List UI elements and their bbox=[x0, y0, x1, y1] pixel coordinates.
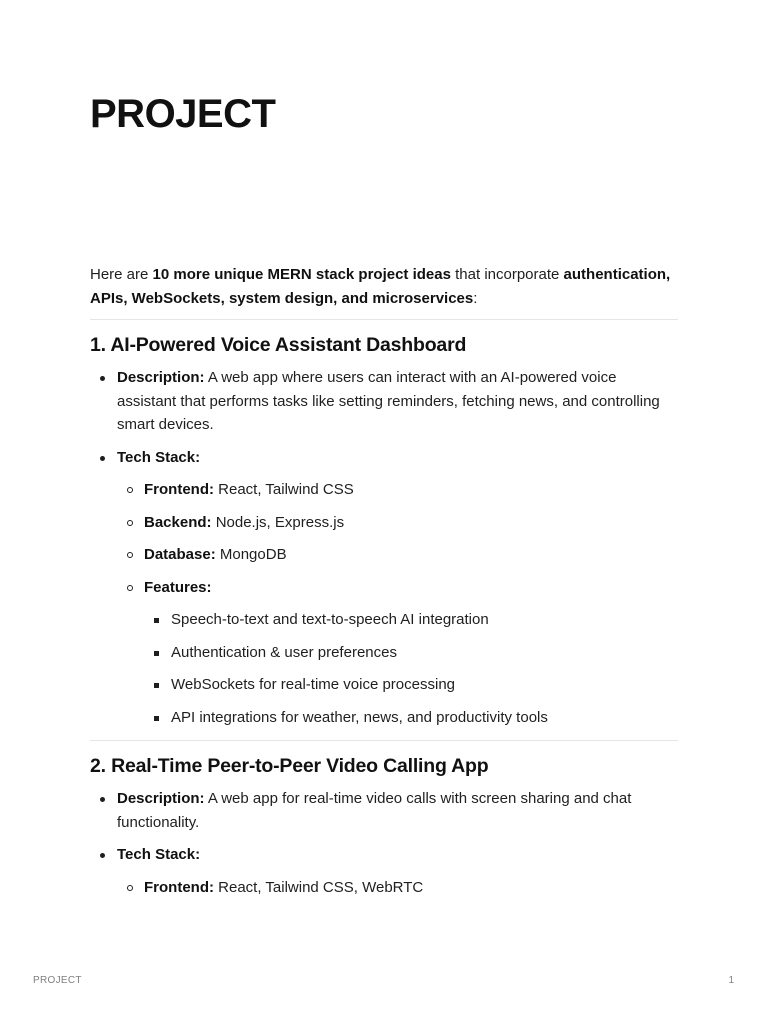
feature-item: Speech-to-text and text-to-speech AI integration bbox=[144, 608, 678, 632]
tech-stack-label: Tech Stack: bbox=[117, 448, 201, 466]
section-list bbox=[90, 787, 678, 899]
intro-bold-text: 10 more unique MERN stack project ideas bbox=[152, 266, 451, 283]
description-text: A web app where users can interact with an AI-powered voice assistant that performs tasks like setting reminders, fetching news, and controlling smart devices. bbox=[117, 369, 660, 433]
intro-paragraph bbox=[90, 263, 678, 310]
backend-item bbox=[117, 511, 678, 535]
section-divider bbox=[90, 319, 678, 320]
tech-stack-item bbox=[90, 843, 678, 899]
feature-item: Authentication & user preferences bbox=[144, 641, 678, 665]
database-item bbox=[117, 543, 678, 567]
intro-text: Here are bbox=[90, 266, 153, 283]
features-item bbox=[117, 576, 678, 730]
section-heading: 1. AI-Powered Voice Assistant Dashboard bbox=[90, 334, 467, 356]
feature-item: WebSockets for real-time voice processing bbox=[144, 673, 678, 697]
section-divider bbox=[90, 740, 678, 741]
document-body bbox=[90, 263, 678, 899]
tech-stack-list bbox=[117, 478, 678, 729]
footer-label: PROJECT bbox=[33, 975, 82, 986]
frontend-item bbox=[117, 478, 678, 502]
features-list bbox=[144, 608, 678, 729]
section-list bbox=[90, 366, 678, 729]
page-number: 1 bbox=[728, 975, 734, 986]
tech-stack-label: Tech Stack: bbox=[117, 846, 201, 863]
description-label: Description: bbox=[117, 790, 205, 807]
frontend-item bbox=[117, 876, 678, 900]
frontend-value: React, Tailwind CSS, WebRTC bbox=[213, 878, 424, 896]
feature-item: API integrations for weather, news, and productivity tools bbox=[144, 706, 678, 730]
intro-bold-text: authentication, APIs, WebSockets, system design, and microservices bbox=[90, 266, 671, 307]
page-title: PROJECT bbox=[90, 92, 276, 136]
database-label: Database: bbox=[144, 546, 216, 563]
description-item bbox=[90, 787, 678, 834]
features-label: Features: bbox=[144, 578, 212, 596]
tech-stack-list bbox=[117, 876, 678, 900]
backend-label: Backend: bbox=[144, 513, 212, 531]
frontend-label: Frontend: bbox=[144, 878, 214, 896]
intro-text: that incorporate bbox=[450, 266, 564, 283]
database-value: MongoDB bbox=[215, 546, 287, 563]
frontend-label: Frontend: bbox=[144, 481, 214, 498]
section-heading: 2. Real-Time Peer-to-Peer Video Calling App bbox=[90, 755, 489, 777]
backend-value: Node.js, Express.js bbox=[211, 513, 345, 531]
description-label: Description: bbox=[117, 369, 205, 386]
intro-text: : bbox=[473, 289, 478, 307]
description-text: A web app for real-time video calls with screen sharing and chat functionality. bbox=[117, 790, 632, 831]
tech-stack-item bbox=[90, 446, 678, 730]
description-item bbox=[90, 366, 678, 437]
frontend-value: React, Tailwind CSS bbox=[213, 481, 354, 498]
